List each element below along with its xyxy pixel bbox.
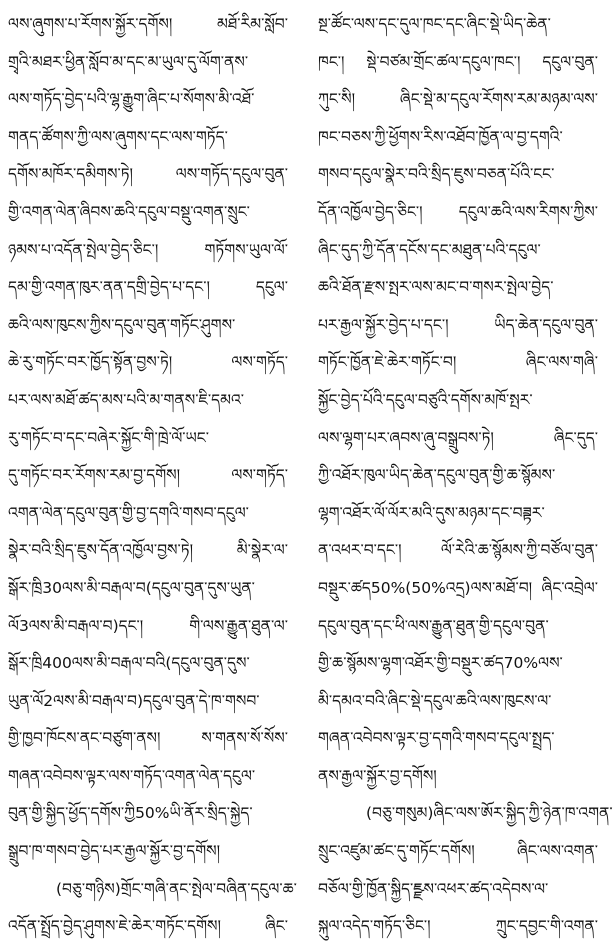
text-line: པར་ལས་མཐོ་ཚད་མས་པའི་མ་གནས་ཇི་དམའ་ (8, 390, 245, 409)
text-line: མི་དམའ་བའི་ཞིང་སྡེ་དངུལ་ཆའི་ལས་ཁུངས་ལ་ (318, 691, 552, 710)
text-line: དངུལ་བུན་དང་ཕི་ལས་རྒྱུན་ཐུན་གྱི་དངུལ་བུན་ (318, 616, 549, 635)
text-line: དུ་གཏོང་བར་རོགས་རམ་བྱ་དགོས། ལས་གཏོད་ (8, 466, 288, 485)
text-line: ཉམས་པ་འདོན་སྤེལ་བྱེད་ཅིང་། གཏོགས་ཡུལ་ལོ་ (8, 240, 288, 259)
text-line: གཞན་འབེབས་ལྟར་བྱ་དགའི་གསབ་དངུལ་སྤྲད་ (318, 729, 555, 748)
text-line: སྲུང་འཛུམ་ཚང་དུ་གཏོང་དགོས། ཞིང་ལས་འགན་ (318, 842, 598, 861)
text-line: ཁང་། སྡེ་བཙམ་གྲོང་ཚལ་དངུལ་ཁང་། དངུལ་བུན་ (318, 52, 598, 71)
text-line: སྒོར་ཁྲི400ལས་མི་བརྒལ་བའི(དངུལ་བུན་དུས་ (8, 654, 250, 673)
text-line: གྱི་ཁྱབ་ཁོངས་ནང་བཙུག་ནས། ས་གནས་སོ་སོས་ (8, 729, 288, 748)
text-line: ཀུང་སི། ཞིང་སྡེ་མ་དངུལ་རོགས་རམ་མཉམ་ལས་ (318, 90, 598, 109)
text-line: ལྷག་འཐོར་ལོ་ལོར་མའི་དུས་མཉམ་དང་བཟྟར་ (318, 503, 545, 522)
paragraph-end-line: སྒྲུབ་ཁ་གསབ་བྱེད་པར་རྒྱལ་སྐྱོར་བྱ་དགོས། (8, 842, 221, 861)
text-line: སྐུལ་འདེད་གཏོད་ཅིང་། ཀྲུང་དབྱང་གི་འགན་ (318, 917, 598, 936)
text-line: ཆའི་ཐོན་རྫས་སྤར་ལས་མང་བ་གསར་སྤེལ་བྱེད་ (318, 278, 554, 297)
text-line: གནད་ཚོགས་ཀྱི་ལས་ཞུགས་དང་ལས་གཏོད་ (8, 127, 228, 146)
text-line: གྲྭའི་མཐར་ཕྱིན་སློབ་མ་དང་མ་ཡུལ་དུ་ལོག་ནས་ (8, 52, 249, 71)
text-line: བཅོལ་གྱི་ཁྱོན་སྐྱིད་ཇྫས་འཕར་ཚད་འདེབས་ལ་ (318, 879, 549, 898)
text-line: ཞིང་དུད་ཀྱི་དོན་དངོས་དང་མཐུན་པའི་དངུལ་ (318, 240, 541, 259)
text-line: དམ་གྱི་འགན་ཁུར་ནན་དགྲི་བྱེད་པ་དང་། དངུལ་ (8, 278, 288, 297)
text-line: འགན་ལེན་དངུལ་བུན་གྱི་བྱ་དགའི་གསབ་དངུལ་ (8, 503, 249, 522)
text-line: ཁང་བཅས་ཀྱི་ཕྱོགས་རིས་འཐོབ་ཁྱོན་ལ་བྱ་དགའི་ (318, 127, 563, 146)
text-line: ལས་གཏོད་བྱེད་པའི་ལྷ་རྒྱུག་ཞིང་པ་སོགས་མི་འཐོ་ (8, 90, 255, 109)
left-column (8, 6, 297, 936)
text-line: ཆའི་ལས་ཁུངས་ཀྱིས་དངུལ་བུན་གཏོང་ཤུགས་ (8, 315, 236, 334)
text-line: གྱི་ཆ་སྙོམས་ལྷག་འཐོར་གྱི་བསྡུར་ཚད70%ལས་ (318, 654, 563, 673)
text-line: དོན་འཁྱོལ་བྱེད་ཅིང་། དངུལ་ཆའི་ལས་རིགས་ཀྱིས་ (318, 202, 598, 221)
paragraph-end-line: ནས་རྒྱལ་སྐྱོར་བྱ་དགོས། (318, 766, 437, 785)
text-line: སྣེར་བའི་སྲིད་ཇུས་དོན་འཁྱོལ་བྱས་ཏེ། མི་སྣེར་ལ་ (8, 541, 288, 560)
text-line: སྐྱོང་བྱེད་པོའི་དངུལ་བཙུའི་དགོས་མཁོ་སྤར་ (318, 390, 533, 409)
section-heading-line: (བཅུ་གསུམ)ཞིང་ལས་ཨོར་སྐྱིད་ཀྱི་ཉེན་ཁ་འགན་ (366, 804, 613, 823)
text-line: འདོན་སྤྲོད་བྱེད་ཤུགས་ཇེ་ཆེར་གཏོང་དགོས། ཞིང་ (8, 917, 288, 936)
text-line: གཏོང་ཁྱོན་ཇེ་ཆེར་གཏོང་བ། ཞིང་ལས་གཞི་ (318, 353, 598, 372)
text-line: སྔ་ཚོང་ལས་དང་དུལ་ཁང་དང་ཞིང་སྡེ་ཡིད་ཆེན་ (318, 15, 551, 33)
text-line: ལས་ལྷག་པར་ཞབས་ཞུ་བསྒྲུབས་ཏེ། ཞིང་དུད་ (318, 428, 598, 447)
text-line: པར་རྒྱལ་སྐྱོར་བྱེད་པ་དང་། ཡིད་ཆེན་དངུལ་བུན་ (318, 315, 598, 334)
text-line: གྱི་འགན་ལེན་ཞིབས་ཆའི་དངུལ་བསྡུ་འགན་སྲུང་ (8, 202, 250, 221)
text-line: བུན་གྱི་སྐྱིད་ཕྱོད་དགོས་ཀྱི50%ཡི་ནོར་སྲིད་སྐྱེད་ (8, 804, 253, 823)
text-line: ཆེ་རུ་གཏོང་བར་ཁྱོད་སྟོན་བྱས་ཏེ། ལས་གཏོད་ (8, 353, 288, 372)
text-line: གསབ་དངུལ་སྣེར་བའི་སྲིད་ཇུས་བཅན་པོའི་ངང་ (318, 165, 555, 184)
text-line: སྒོར་ཁྲི30ལས་མི་བརྒལ་བ(དངུལ་བུན་དུས་ཡུན་ (8, 578, 255, 597)
right-column (318, 6, 613, 936)
text-line: ཡུན་ལོ2ལས་མི་བརྒལ་བ)དངུལ་བུན་དེ་ཁ་གསབ་ (8, 691, 260, 710)
text-line: ན་འཕར་བ་དང་། ལོ་རེའི་ཆ་སྙོམས་ཀྱི་བཙོལ་བུན་ (318, 541, 598, 560)
text-line: དགོས་མཁོར་དམིགས་ཏེ། ལས་གཏོད་དངུལ་བུན་ (8, 165, 288, 184)
text-line: ཀྱི་འཐོར་ཁུལ་ཡིད་ཆེན་དངུལ་བུན་གྱི་ཆ་སྙོམས་ (318, 466, 556, 485)
section-heading-line: (བཅུ་གཉིས)གྲོང་གཞི་ནང་སྤེལ་བཞིན་དངུལ་ཆ་ (56, 879, 297, 898)
text-line: ལས་ཞུགས་པ་རོགས་སྐྱོར་དགོས། མཐོ་རིམ་སློབ་ (8, 15, 288, 33)
text-line: རུ་གཏོང་བ་དང་བཞེར་སྐྱོང་གི་ཁྲེ་ལོ་ཡང་ (8, 428, 209, 447)
text-line: བསྡུར་ཚད50%(50%འདྲ)ལས་མཐོ་བ། ཞིང་འབྲེལ་ (318, 578, 598, 597)
text-line: གཞན་འབེབས་ལྟར་ལས་གཏོད་འགན་ལེན་དངུལ་ (8, 766, 256, 785)
text-line: ལོ3ལས་མི་བརྒལ་བ)དང་། གི་ལས་རྒྱུན་ཐུན་ལ་ (8, 616, 288, 635)
